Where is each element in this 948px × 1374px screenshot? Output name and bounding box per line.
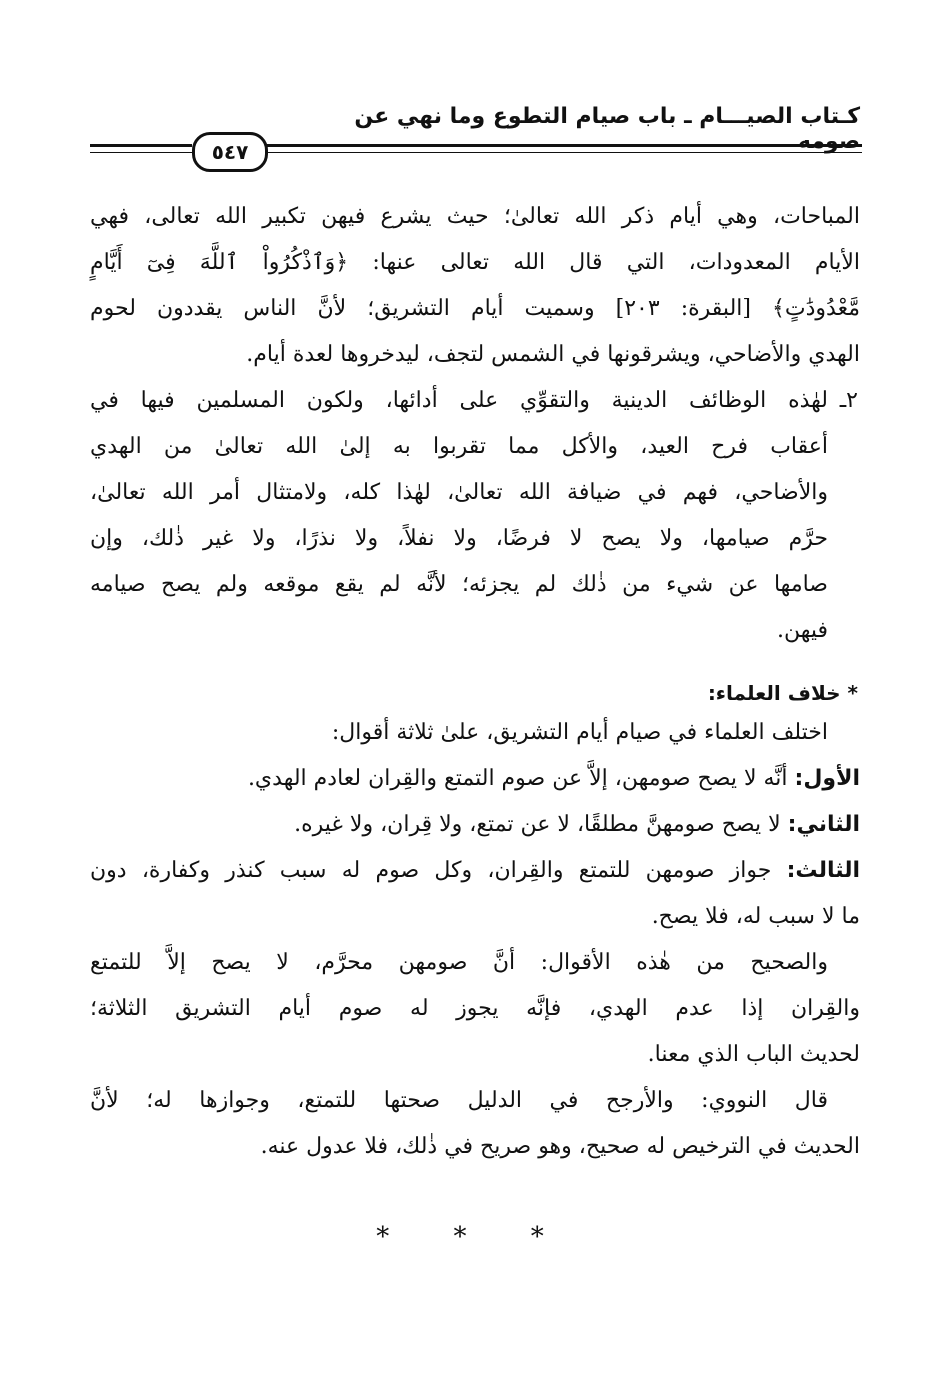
nawawi-line: الحديث في الترخيص له صحيح، وهو صريح في ذٰلك، فلا عدول عنه.: [260, 1134, 860, 1159]
opinion-label: الأول:: [794, 766, 860, 791]
text-line: الأيام المعدودات، التي قال الله تعالى عنها: ﴿وَٱذْكُرُواْ ٱللَّهَ فِىٓ أَيَّامٍ: [90, 250, 860, 275]
opinion-line: [90, 764, 860, 794]
list-line: لهٰذه الوظائف الدينية والتقوِّي على أدائها، ولكون المسلمين فيها في: [90, 388, 828, 413]
conclusion-line: والصحيح من هٰذه الأقوال: أنَّ صومهن محرَّم، لا يصح إلاَّ للتمتع: [90, 950, 828, 975]
opinion-label: الثاني:: [787, 812, 860, 837]
opinion-text: جواز صومهن للتمتع والقِران، وكل صوم له سبب كنذر وكفارة، دون: [90, 858, 787, 883]
list-line: فيهن.: [776, 618, 828, 643]
list-line: صامها عن شيء من ذٰلك لم يجزئه؛ لأنَّه لم يقع موقعه ولم يصح صيامه: [90, 572, 828, 597]
list-line: أعقاب فرح العيد، والأكل مما تقربوا به إلىٰ الله تعالىٰ من الهدي: [90, 434, 828, 459]
header-rule-right-thin: [262, 152, 862, 153]
page-number: ٥٤٧: [192, 132, 268, 172]
header-rule-right: [262, 144, 862, 147]
section-separator: * * *: [376, 1222, 572, 1252]
opinion-line: [90, 856, 860, 886]
conclusion-line: لحديث الباب الذي معنا.: [647, 1042, 860, 1067]
opinion-text: لا يصح صومهنَّ مطلقًا، لا عن تمتع، ولا قِران، ولا غيره.: [294, 812, 788, 837]
text-line: مَّعْدُودَٰتٍ﴾ [البقرة: ٢٠٣] وسميت أيام التشريق؛ لأنَّ الناس يقددون لحوم: [90, 296, 860, 321]
text-line: المباحات، وهي أيام ذكر الله تعالىٰ؛ حيث يشرع فيهن تكبير الله تعالى، فهي: [90, 204, 860, 229]
nawawi-line: قال النووي: والأرجح في الدليل صحتها للتمتع، وجوازها له؛ لأنَّ: [90, 1088, 828, 1113]
opinion-line: [90, 810, 860, 840]
list-line: حرَّم صيامها، ولا يصح لا فرضًا، ولا نفلاً، ولا نذرًا، ولا غير ذٰلك، وإن: [90, 526, 828, 551]
section-heading: * خلاف العلماء:: [707, 681, 858, 705]
section-intro: اختلف العلماء في صيام أيام التشريق، علىٰ ثلاثة أقوال:: [331, 720, 828, 745]
opinion-continuation: ما لا سبب له، فلا يصح.: [651, 904, 860, 929]
opinion-text: أنَّه لا يصح صومهن، إلاَّ عن صوم التمتع والقِران لعادم الهدي.: [247, 766, 795, 791]
list-line: والأضاحي، فهم في ضيافة الله تعالىٰ، لهٰذا كله، ولامتثال أمر الله تعالىٰ،: [90, 480, 828, 505]
header-rule-left-thin: [90, 152, 192, 153]
running-title: كـتاب الصيـــام ـ باب صيام التطوع وما نهي عن صومه: [354, 104, 860, 154]
list-number: ٢ـ: [839, 388, 858, 413]
text-line: الهدي والأضاحي، ويشرقونها في الشمس لتجف، ليدخروها لعدة أيام.: [246, 342, 860, 367]
conclusion-line: والقِران إذا عدم الهدي، فإنَّه يجوز له صوم أيام التشريق الثلاثة؛: [90, 996, 860, 1021]
opinion-label: الثالث:: [786, 858, 860, 883]
header-rule-left: [90, 144, 192, 147]
